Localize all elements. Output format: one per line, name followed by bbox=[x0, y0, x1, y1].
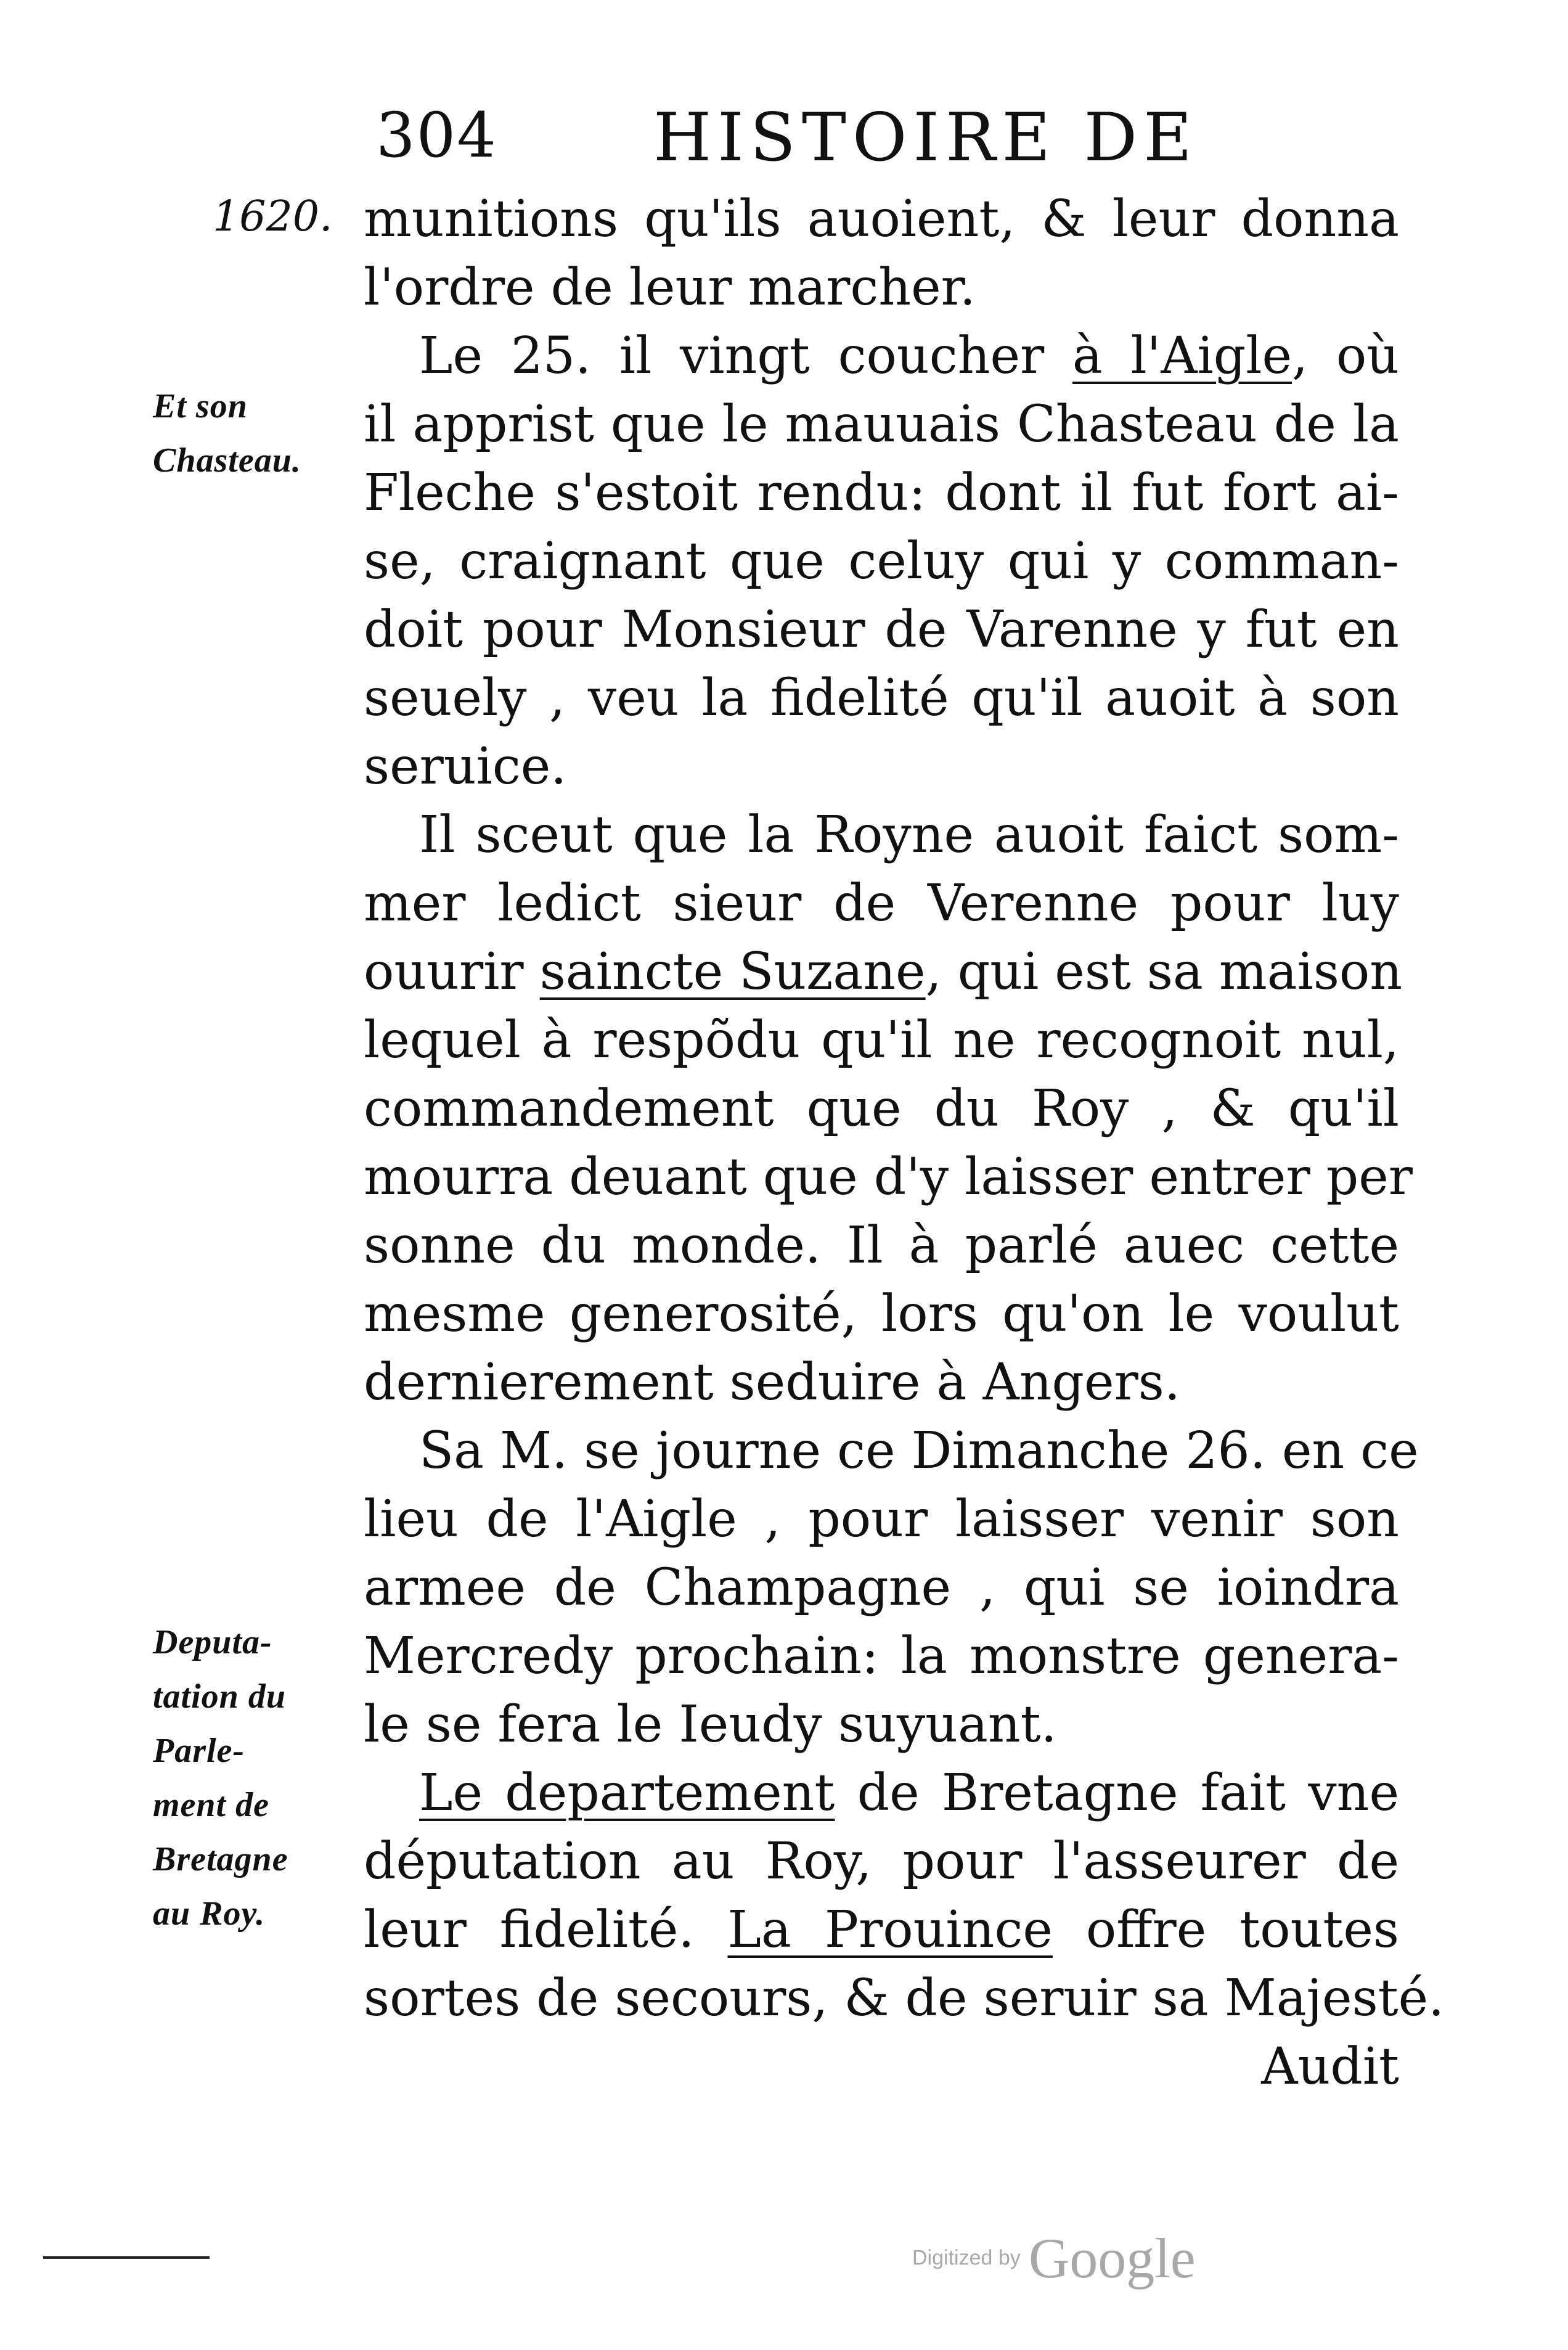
text-line: lequel à respõdu qu'il ne recognoit nul, bbox=[364, 1011, 1399, 1070]
catchword: Audit bbox=[1261, 2037, 1399, 2096]
margin-note-deputation bbox=[153, 1615, 350, 1941]
text-segment: offre toutes bbox=[1052, 1901, 1399, 1959]
text-line: mourra deuant que d'y laisser entrer per bbox=[364, 1148, 1413, 1206]
body-text bbox=[364, 185, 1445, 2101]
text-line: seuely , veu la fidelité qu'il auoit à son bbox=[364, 669, 1399, 727]
google-logo: Google bbox=[1028, 2227, 1196, 2290]
margin-note-line: Parle- bbox=[153, 1732, 245, 1770]
text-line: dernierement seduire à Angers. bbox=[364, 1353, 1180, 1412]
text-line: armee de Champagne , qui se ioindra bbox=[364, 1558, 1399, 1617]
underlined-place-aigle: à l'Aigle bbox=[1072, 327, 1292, 385]
margin-note-line: Et son bbox=[153, 387, 248, 425]
underlined-prouince: La Prouince bbox=[727, 1901, 1053, 1959]
text-line: seruice. bbox=[364, 737, 567, 796]
margin-note-line: au Roy. bbox=[153, 1894, 266, 1933]
text-line bbox=[364, 1759, 1399, 1827]
text-segment: ouurir bbox=[364, 943, 540, 1001]
text-line: sortes de secours, & de seruir sa Majesté. bbox=[364, 1969, 1445, 2028]
text-line bbox=[364, 1896, 1399, 1964]
text-segment: de Bretagne fait vne bbox=[835, 1764, 1400, 1822]
text-line: députation au Roy, pour l'asseurer de bbox=[364, 1832, 1399, 1891]
text-line: il apprist que le mauuais Chasteau de la bbox=[364, 395, 1399, 454]
footer-rule bbox=[43, 2256, 210, 2259]
margin-note-chasteau bbox=[153, 379, 356, 488]
text-line: se, craignant que celuy qui y comman- bbox=[364, 532, 1399, 591]
running-head: HISTOIRE DE bbox=[653, 99, 1198, 176]
text-line: Fleche s'estoit rendu: dont il fut fort ai- bbox=[364, 464, 1399, 522]
margin-note-line: Bretagne bbox=[153, 1840, 288, 1878]
text-segment: leur fidelité. bbox=[364, 1901, 728, 1959]
text-line: Sa M. se journe ce Dimanche 26. en ce bbox=[419, 1422, 1419, 1480]
text-line: sonne du monde. Il à parlé auec cette bbox=[364, 1216, 1399, 1275]
text-line: doit pour Monsieur de Varenne y fut en bbox=[364, 600, 1399, 659]
digitized-watermark bbox=[912, 2225, 1196, 2291]
watermark-prefix: Digitized by bbox=[912, 2246, 1021, 2270]
text-line: lieu de l'Aigle , pour laisser venir son bbox=[364, 1490, 1399, 1549]
text-line: munitions qu'ils auoient, & leur donna bbox=[364, 190, 1399, 248]
text-line: l'ordre de leur marcher. bbox=[364, 258, 976, 317]
margin-note-line: Chasteau. bbox=[153, 441, 301, 480]
text-line: mer ledict sieur de Verenne pour luy bbox=[364, 874, 1399, 933]
text-line bbox=[364, 322, 1399, 390]
text-line: Il sceut que la Royne auoit faict som- bbox=[419, 806, 1399, 864]
text-line: Mercredy prochain: la monstre genera- bbox=[364, 1627, 1399, 1685]
margin-note-line: ment de bbox=[153, 1786, 269, 1824]
text-line: le se fera le Ieudy suyuant. bbox=[364, 1695, 1057, 1754]
text-line: mesme generosité, lors qu'on le voulut bbox=[364, 1285, 1399, 1343]
margin-year: 1620. bbox=[213, 192, 333, 241]
text-line: commandement que du Roy , & qu'il bbox=[364, 1079, 1399, 1138]
text-line bbox=[364, 938, 1403, 1006]
margin-note-line: tation du bbox=[153, 1677, 286, 1716]
text-segment: , qui est sa maison bbox=[925, 943, 1403, 1001]
margin-note-line: Deputa- bbox=[153, 1623, 272, 1661]
text-segment: , où bbox=[1292, 327, 1400, 385]
underlined-place-suzane: saincte Suzane bbox=[539, 943, 926, 1001]
underlined-departement: Le departement bbox=[419, 1764, 835, 1822]
page-number: 304 bbox=[376, 99, 497, 171]
text-segment: Le 25. il vingt coucher bbox=[419, 327, 1072, 385]
